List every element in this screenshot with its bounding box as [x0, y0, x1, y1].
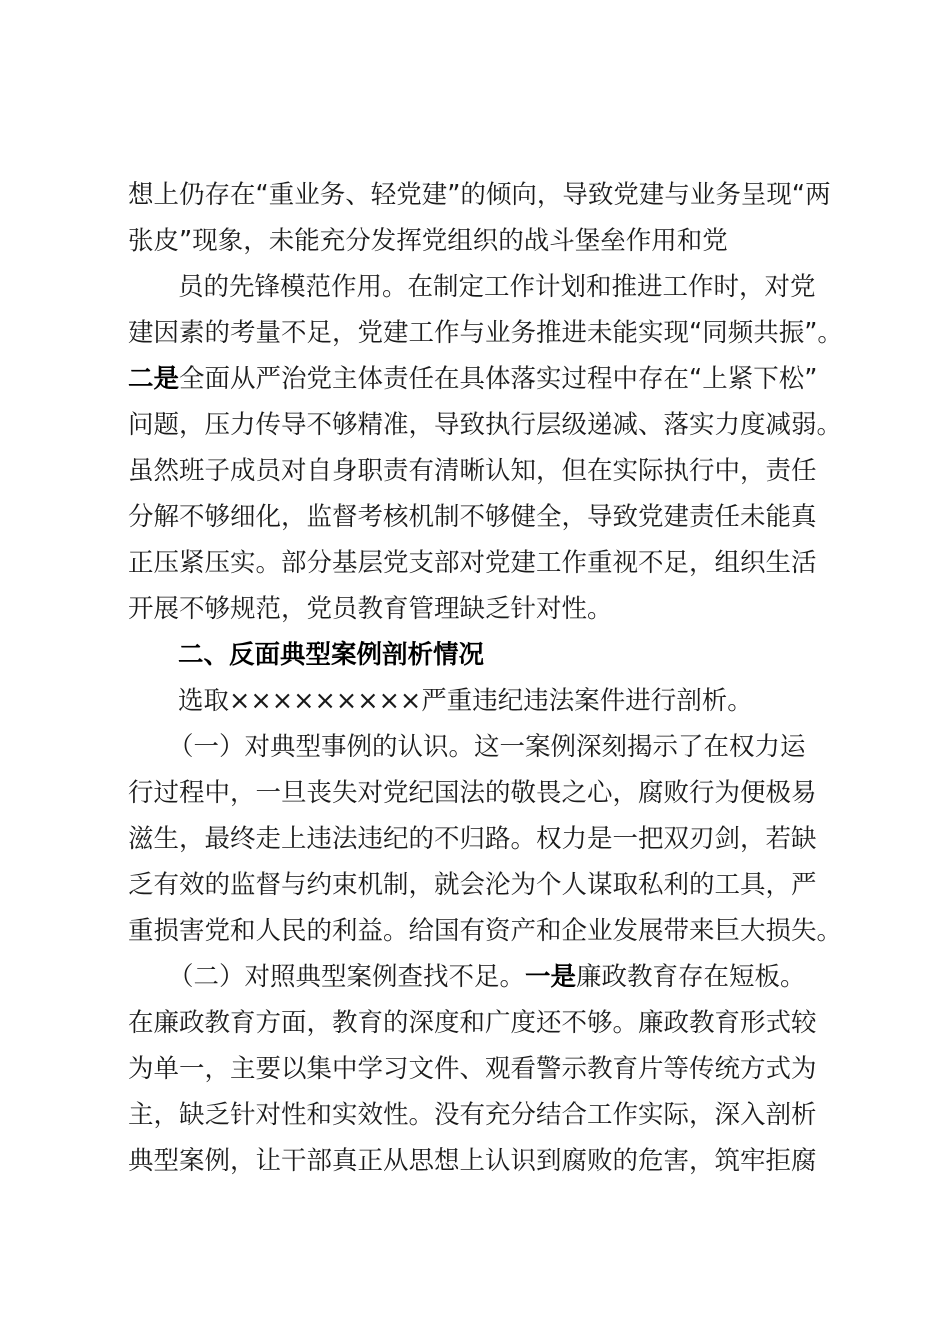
paragraph-line: 张皮”现象，未能充分发挥党组织的战斗堡垒作用和党 — [128, 226, 728, 256]
paragraph-line: 行过程中，一旦丧失对党纪国法的敬畏之心，腐败行为便极易 — [128, 778, 817, 808]
paragraph-line: 为单一，主要以集中学习文件、观看警示教育片等传统方式为 — [128, 1054, 817, 1084]
section-heading: 二、反面典型案例剖析情况 — [178, 640, 485, 670]
paragraph-line: 重损害党和人民的利益。给国有资产和企业发展带来巨大损失。 — [128, 916, 843, 946]
paragraph-line: 想上仍存在“重业务、轻党建”的倾向，导致党建与业务呈现“两 — [128, 180, 831, 210]
paragraph-line: 开展不够规范，党员教育管理缺乏针对性。 — [128, 594, 613, 624]
bold-lead: 二是 — [128, 364, 180, 394]
paragraph-line: 乏有效的监督与约束机制，就会沦为个人谋取私利的工具，严 — [128, 870, 817, 900]
paragraph-line: 问题，压力传导不够精准，导致执行层级递减、落实力度减弱。 — [128, 410, 843, 440]
paragraph-line: 滋生，最终走上违法违纪的不归路。权力是一把双刃剑，若缺 — [128, 824, 817, 854]
paragraph-line: 正压紧压实。部分基层党支部对党建工作重视不足，组织生活 — [128, 548, 817, 578]
bold-lead: 一是 — [525, 962, 577, 992]
paragraph-line: 建因素的考量不足，党建工作与业务推进未能实现“同频共振”。 — [128, 318, 843, 348]
paragraph-line: 分解不够细化，监督考核机制不够健全，导致党建责任未能真 — [128, 502, 817, 532]
paragraph-line: 虽然班子成员对自身职责有清晰认知，但在实际执行中，责任 — [128, 456, 817, 486]
paragraph-line: （一）对典型事例的认识。这一案例深刻揭示了在权力运 — [168, 732, 806, 762]
paragraph-line: 主，缺乏针对性和实效性。没有充分结合工作实际，深入剖析 — [128, 1100, 817, 1130]
paragraph-line: 选取×××××××××严重违纪违法案件进行剖析。 — [178, 686, 753, 716]
paragraph-line: 在廉政教育方面，教育的深度和广度还不够。廉政教育形式较 — [128, 1008, 817, 1038]
paragraph-line: 员的先锋模范作用。在制定工作计划和推进工作时，对党 — [178, 272, 816, 302]
paragraph-line: （二）对照典型案例查找不足。一是廉政教育存在短板。 — [168, 962, 806, 992]
paragraph-line: 典型案例，让干部真正从思想上认识到腐败的危害，筑牢拒腐 — [128, 1146, 817, 1176]
paragraph-line: 二是全面从严治党主体责任在具体落实过程中存在“上紧下松” — [128, 364, 818, 394]
